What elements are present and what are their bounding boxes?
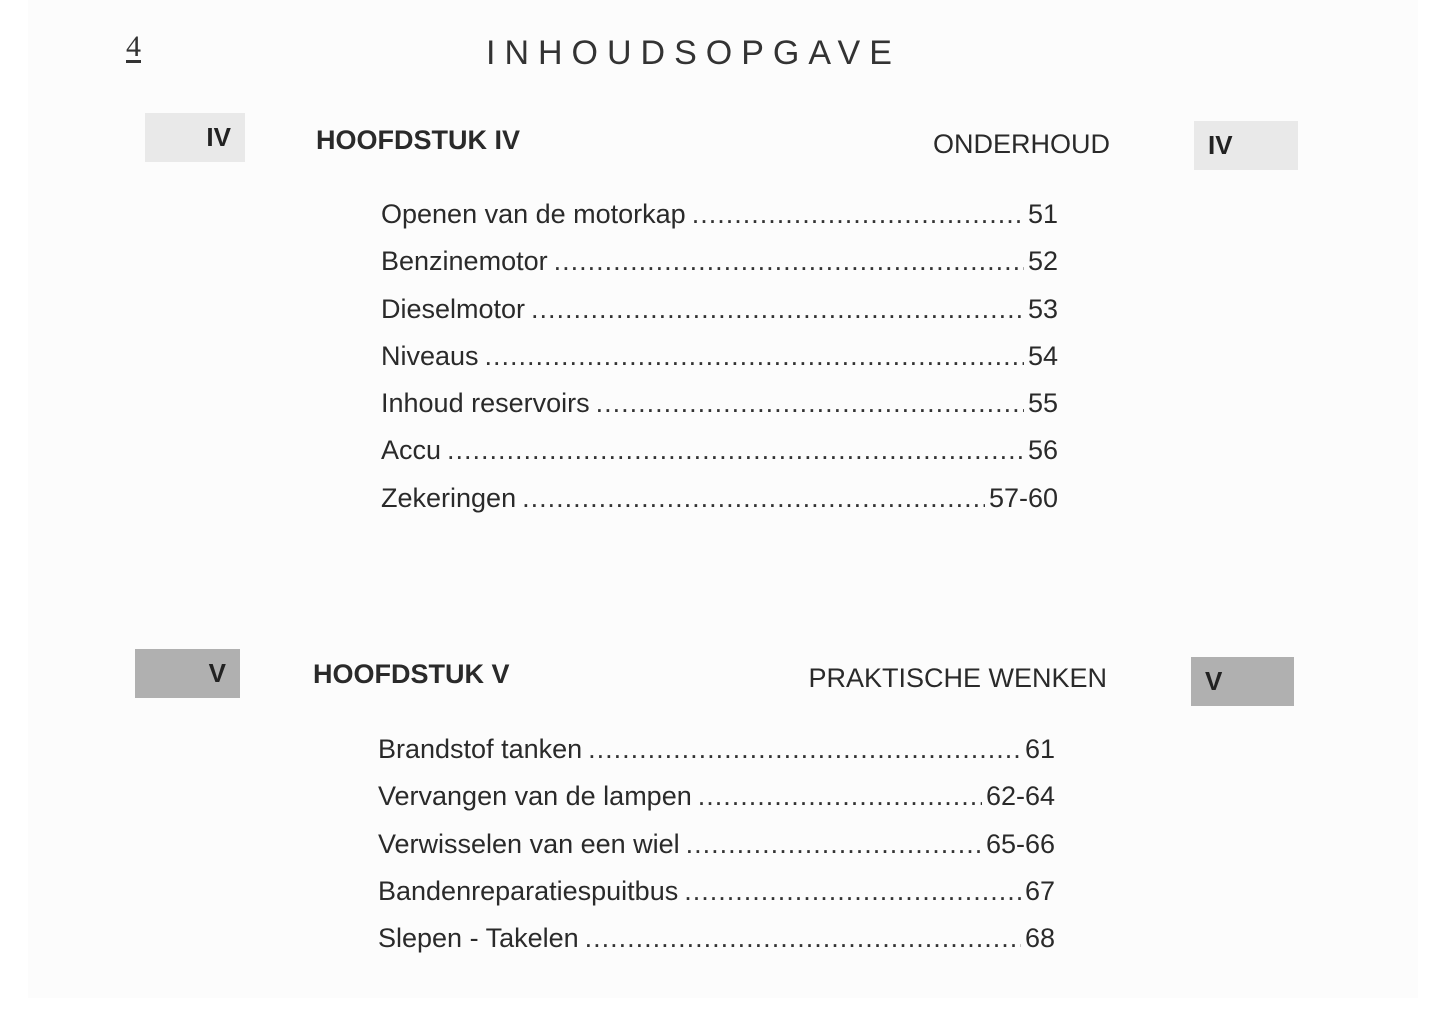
dot-leader [531, 294, 1024, 325]
toc-entry[interactable] [381, 483, 1058, 530]
dot-leader [447, 435, 1024, 466]
chapter-tab-left-iv[interactable] [145, 113, 245, 162]
toc-entry-page: 61 [1024, 734, 1055, 764]
toc-entry-page: 55 [1027, 388, 1058, 419]
toc-entry-label: Niveaus [381, 340, 479, 371]
chapter-subject-v: PRAKTISCHE WENKEN [808, 663, 1107, 693]
dot-leader [684, 876, 1021, 907]
page-title: INHOUDSOPGAVE [486, 34, 901, 72]
toc-entry-label: Benzinemotor [381, 246, 548, 277]
toc-entry[interactable] [378, 876, 1055, 923]
toc-entry-page: 67 [1024, 875, 1055, 906]
chapter-tab-label: IV [1208, 130, 1233, 160]
toc-entry[interactable] [378, 829, 1055, 876]
toc-entry-page: 62-64 [985, 781, 1055, 812]
dot-leader [686, 829, 982, 860]
toc-entry[interactable] [381, 294, 1058, 341]
toc-entry-label: Bandenreparatiespuitbus [378, 875, 679, 906]
toc-entry[interactable] [378, 734, 1055, 781]
toc-entry-label: Openen van de motorkap [381, 199, 686, 229]
toc-entry[interactable] [378, 923, 1055, 970]
page-number: 4 [126, 30, 141, 63]
toc-entry-label: Accu [381, 435, 442, 466]
dot-leader [588, 734, 1021, 765]
toc-entry[interactable] [378, 781, 1055, 828]
toc-entry[interactable] [381, 388, 1058, 435]
dot-leader [698, 781, 982, 812]
chapter-tab-left-v[interactable] [135, 649, 240, 698]
toc-entry-label: Brandstof tanken [378, 734, 583, 764]
chapter-tab-label: IV [206, 122, 231, 152]
toc-entry[interactable] [381, 341, 1058, 388]
chapter-tab-right-v[interactable] [1191, 657, 1294, 706]
toc-list-chapter-v [378, 734, 1055, 970]
dot-leader [554, 246, 1024, 277]
chapter-tab-label: V [1205, 666, 1223, 696]
toc-entry-label: Zekeringen [381, 482, 517, 513]
chapter-tab-label: V [208, 658, 226, 688]
toc-entry-label: Vervangen van de lampen [378, 781, 692, 812]
toc-entry-page: 68 [1024, 923, 1055, 954]
toc-entry-label: Inhoud reservoirs [381, 388, 590, 419]
toc-entry-page: 51 [1027, 199, 1058, 229]
toc-entry[interactable] [381, 199, 1058, 246]
chapter-heading-iv: HOOFDSTUK IV [316, 125, 521, 155]
toc-entry-label: Dieselmotor [381, 293, 526, 324]
chapter-subject-iv: ONDERHOUD [932, 129, 1110, 159]
toc-entry[interactable] [381, 435, 1058, 482]
toc-entry-page: 65-66 [985, 828, 1055, 859]
dot-leader [596, 388, 1024, 419]
chapter-tab-right-iv[interactable] [1194, 121, 1298, 170]
toc-list-chapter-iv [381, 199, 1058, 530]
dot-leader [692, 199, 1024, 230]
toc-entry-label: Verwisselen van een wiel [378, 828, 680, 859]
dot-leader [522, 483, 985, 514]
toc-entry-page: 53 [1027, 293, 1058, 324]
toc-entry-page: 57-60 [988, 482, 1058, 513]
toc-entry-page: 52 [1027, 246, 1058, 277]
toc-entry-page: 54 [1027, 340, 1058, 371]
dot-leader [585, 923, 1021, 954]
toc-entry[interactable] [381, 246, 1058, 293]
toc-entry-label: Slepen - Takelen [378, 923, 579, 954]
dot-leader [485, 341, 1024, 372]
toc-entry-page: 56 [1027, 435, 1058, 466]
chapter-heading-v: HOOFDSTUK V [313, 659, 510, 689]
